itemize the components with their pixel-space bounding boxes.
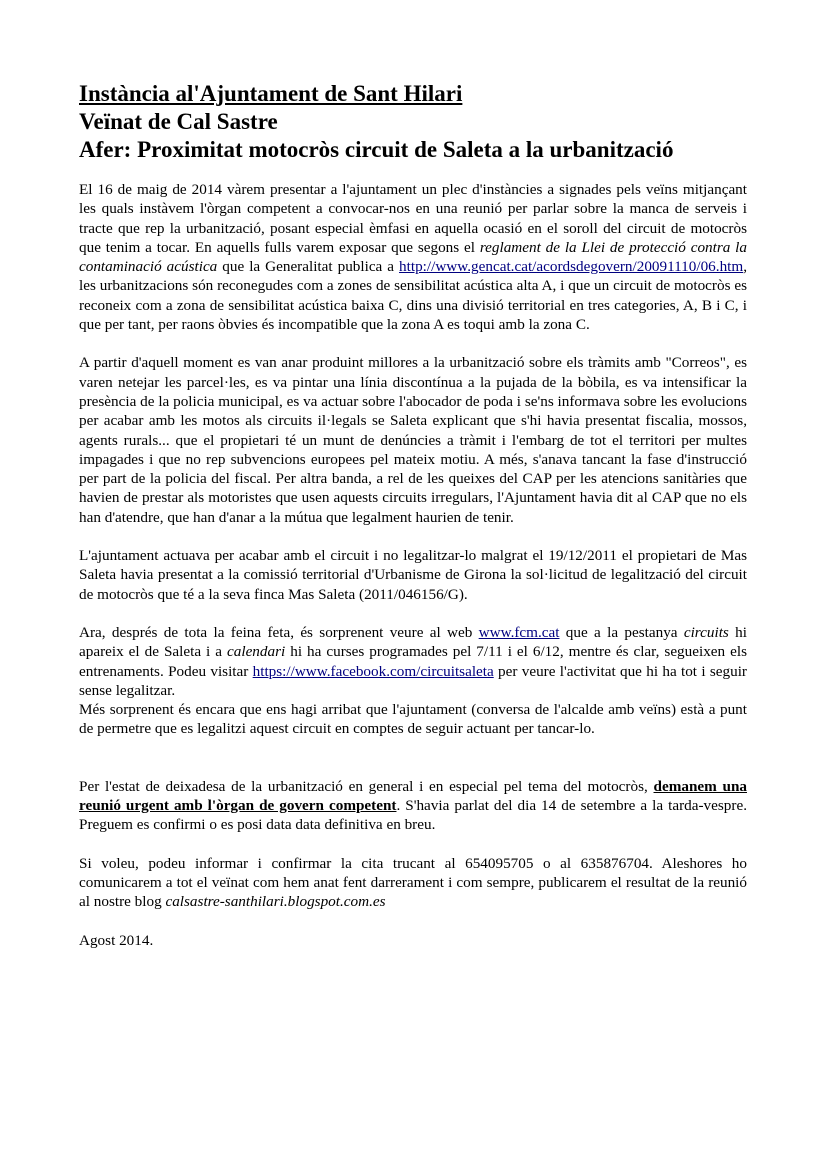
meeting-request: demanem una reunió urgent amb l'òrgan de govern competent: [79, 777, 747, 815]
paragraph-1: El 16 de maig de 2014 vàrem presentar a l'ajuntament un plec d'instàncies a signades pels veïns mitjançant les quals instàvem l'òrgan competent a convocar-nos en una reunió per parlar sobre la manca de serveis i tracte que rep la urbanització, posant especial èmfasi en aquella ocasió en el soroll del circuit de motocròs que tenim a tocar. En aquells fulls varem exposar que segons el reglament de la Llei de protecció contra la contaminació acústica que la Generalitat publica a http://www.gencat.cat/acordsdegovern/20091110/06.htm, les urbanitzacions són reconegudes com a zones de sensibilitat acústica alta A, i que un circuit de motocròs es reconeix com a zona de sensibilitat acústica baixa C, dins una divisió territorial en tres categories, A, B i C, i que per tant, per raons òbvies és incompatible que la zona A es toqui amb la zona C.: [79, 181, 747, 334]
subject-heading: Afer: Proximitat motocròs circuit de Saleta a la urbanització: [79, 137, 674, 162]
facebook-link[interactable]: https://www.facebook.com/circuitsaleta: [252, 662, 494, 680]
document-page: [79, 80, 747, 950]
paragraph-5: Més sorprenent és encara que ens hagi arribat que l'ajuntament (conversa de l'alcalde amb veïns) està a punt de permetre que es legalitzi aquest circuit en comptes de seguir actuant per tancar-lo.: [79, 701, 747, 738]
heading-spacer: [79, 164, 747, 180]
paragraph-7: Si voleu, podeu informar i confirmar la cita trucant al 654095705 o al 635876704. Aleshores ho comunicarem a tot el veïnat com hem anat fent darrerament i com sempre, publicarem el resultat de la reunió al nostre blog calsastre-santhilari.blogspot.com.es: [79, 854, 747, 911]
blog-address: calsastre-santhilari.blogspot.com.es: [165, 893, 386, 911]
fcm-link[interactable]: www.fcm.cat: [478, 623, 560, 641]
gencat-link[interactable]: http://www.gencat.cat/acordsdegovern/20091110/06.htm: [399, 258, 744, 276]
circuits-tab-name: circuits: [683, 623, 729, 641]
regulation-name: reglament de la Llei de protecció contra la contaminació acústica: [79, 238, 747, 276]
paragraph-3: L'ajuntament actuava per acabar amb el circuit i no legalitzar-lo malgrat el 19/12/2011 el propietari de Mas Saleta havia presentat a la comissió territorial d'Urbanisme de Girona la sol·licitud de legalització del circuit de motocròs que té a la seva finca Mas Saleta (2011/046156/G).: [79, 547, 747, 603]
paragraph-4: Ara, després de tota la feina feta, és sorprenent veure al web www.fcm.cat que a la pestanya circuits hi apareix el de Saleta i a calendari hi ha curses programades pel 7/11 i el 6/12, mentre és clar, segueixen els entrenaments. Podeu visitar https://www.facebook.com/circuitsaleta per veure l'activitat que hi ha tot i seguir sense legalitzar.: [79, 623, 747, 699]
paragraph-2: A partir d'aquell moment es van anar produint millores a la urbanització sobre els tràmits amb "Correos", es varen netejar les parcel·les, es va pintar una línia discontínua a la pujada de la bòbila, es va intensificar la presència de la policia municipal, es va actuar sobre l'abocador de poda i se'ns informava sobre les evolucions per acabar amb les motos als circuits il·legals se Saleta explicant que s'hi havia presentat fiscalia, mossos, agents rurals... que el propietari té un munt de denúncies a tràmit i l'embarg de tot el territori per multes impagades i que no rep subvencions europees pel mateix motiu. A més, s'anava tancant la fase d'instrucció per part de la policia del fiscal. Per altra banda, a rel de les queixes del CAP per les atencions sanitàries que havien de prestar als motoristes que usen aquests circuits irregulars, l'Ajuntament havia dit al CAP que no els han d'atendre, que han d'anar a la mútua que legalment haurien de tenir.: [79, 354, 747, 526]
paragraph-6: Per l'estat de deixadesa de la urbanització en general i en especial pel tema del motocròs, demanem una reunió urgent amb l'òrgan de govern competent. S'havia parlat del dia 14 de setembre a la tarda-vespre. Preguem es confirmi o es posi data data definitiva en breu.: [79, 777, 747, 834]
closing-date: Agost 2014.: [79, 931, 154, 949]
calendar-tab-name: calendari: [227, 643, 286, 661]
document-title: Instància al'Ajuntament de Sant Hilari: [79, 81, 463, 106]
neighborhood-heading: Veïnat de Cal Sastre: [79, 109, 278, 134]
